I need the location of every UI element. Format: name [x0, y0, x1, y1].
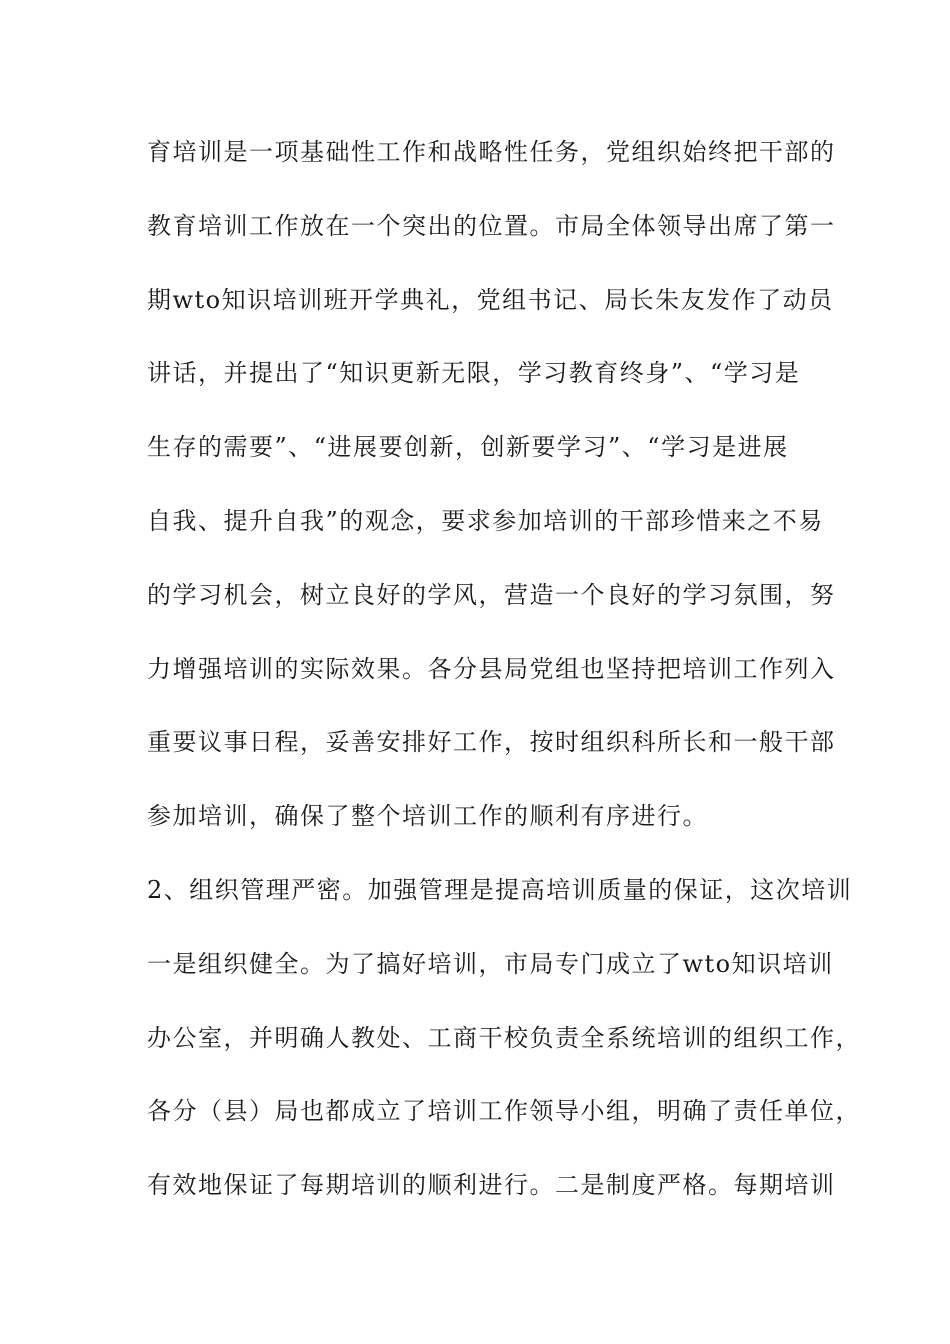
text-line: 育培训是一项基础性工作和战略性任务，党组织始终把干部的: [147, 138, 836, 166]
text-line: 讲话，并提出了“知识更新无限，学习教育终身”、“学习是: [147, 359, 801, 388]
text-line: 力增强培训的实际效果。各分县局党组也坚持把培训工作列入: [147, 654, 836, 683]
text-line: 参加培训，确保了整个培训工作的顺利有序进行。: [147, 802, 708, 831]
body-text: [147, 128, 861, 1235]
text-line: 一是组织健全。为了搞好培训，市局专门成立了wto知识培训: [147, 949, 834, 978]
text-line: 各分（县）局也都成立了培训工作领导小组，明确了责任单位，: [147, 1097, 861, 1126]
text-line: 2、组织管理严密。加强管理是提高培训质量的保证，这次培训: [147, 875, 853, 904]
text-line: 重要议事日程，妥善安排好工作，按时组织科所长和一般干部: [147, 728, 836, 757]
text-line: 教育培训工作放在一个突出的位置。市局全体领导出席了第一: [147, 211, 836, 240]
text-line: 生存的需要”、“进展要创新，创新要学习”、“学习是进展: [147, 433, 789, 462]
text-line: 的学习机会，树立良好的学风，营造一个良好的学习氛围，努: [147, 580, 836, 609]
text-line: 自我、提升自我”的观念，要求参加培训的干部珍惜来之不易: [147, 506, 824, 535]
text-line: 期wto知识培训班开学典礼，党组书记、局长朱友发作了动员: [147, 285, 834, 314]
text-line: 有效地保证了每期培训的顺利进行。二是制度严格。每期培训: [147, 1171, 836, 1200]
text-line: 办公室，并明确人教处、工商干校负责全系统培训的组织工作，: [147, 1023, 861, 1052]
